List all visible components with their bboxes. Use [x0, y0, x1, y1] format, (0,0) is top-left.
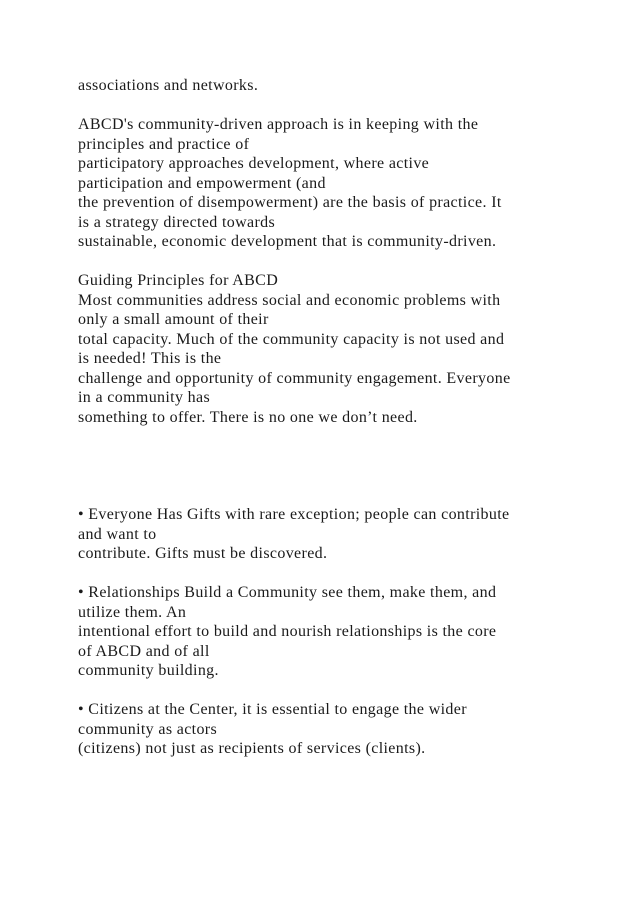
- text-line: in a community has: [78, 389, 211, 406]
- text-line: associations and networks.: [78, 77, 259, 94]
- paragraph-gap: [78, 96, 568, 116]
- paragraph-gap: [78, 681, 568, 701]
- paragraph-gap: [78, 564, 568, 584]
- document-body: [78, 76, 568, 759]
- paragraph-guiding-principles: [78, 271, 568, 427]
- text-line: principles and practice of: [78, 135, 250, 153]
- text-line: is a strategy directed towards: [78, 213, 276, 231]
- text-line: Most communities address social and economic problems with: [78, 291, 501, 309]
- paragraph-gap: [78, 447, 568, 467]
- bullet-citizens-at-center: [78, 700, 568, 759]
- paragraph-approach: [78, 115, 568, 252]
- paragraph-gap: [78, 466, 568, 486]
- section-heading: Guiding Principles for ABCD: [78, 272, 279, 289]
- text-line: • Relationships Build a Community see them, make them, and: [78, 584, 497, 601]
- text-line: community as actors: [78, 720, 218, 738]
- paragraph-intro-tail: [78, 76, 568, 96]
- text-line: something to offer. There is no one we don’t need.: [78, 408, 418, 426]
- paragraph-gap: [78, 427, 568, 447]
- text-line: community building.: [78, 662, 219, 679]
- text-line: • Everyone Has Gifts with rare exception; people can contribute: [78, 506, 510, 523]
- text-line: intentional effort to build and nourish relationships is the core: [78, 623, 497, 640]
- text-line: contribute. Gifts must be discovered.: [78, 545, 328, 562]
- text-line: participatory approaches development, where active: [78, 155, 430, 172]
- text-line: utilize them. An: [78, 603, 187, 621]
- paragraph-gap: [78, 252, 568, 272]
- text-line: and want to: [78, 525, 157, 543]
- text-line: is needed! This is the: [78, 350, 222, 367]
- text-line: of ABCD and of all: [78, 642, 210, 660]
- text-line: only a small amount of their: [78, 311, 269, 328]
- text-line: challenge and opportunity of community engagement. Everyone: [78, 369, 511, 387]
- text-line: total capacity. Much of the community capacity is not used and: [78, 330, 505, 348]
- bullet-relationships: [78, 583, 568, 681]
- text-line: (citizens) not just as recipients of services (clients).: [78, 740, 426, 757]
- text-line: participation and empowerment (and: [78, 174, 326, 192]
- bullet-everyone-has-gifts: [78, 505, 568, 564]
- text-line: ABCD's community-driven approach is in keeping with the: [78, 116, 479, 133]
- text-line: sustainable, economic development that is community-driven.: [78, 233, 497, 250]
- text-line: the prevention of disempowerment) are the basis of practice. It: [78, 194, 502, 211]
- text-line: • Citizens at the Center, it is essential to engage the wider: [78, 701, 467, 718]
- paragraph-gap: [78, 486, 568, 506]
